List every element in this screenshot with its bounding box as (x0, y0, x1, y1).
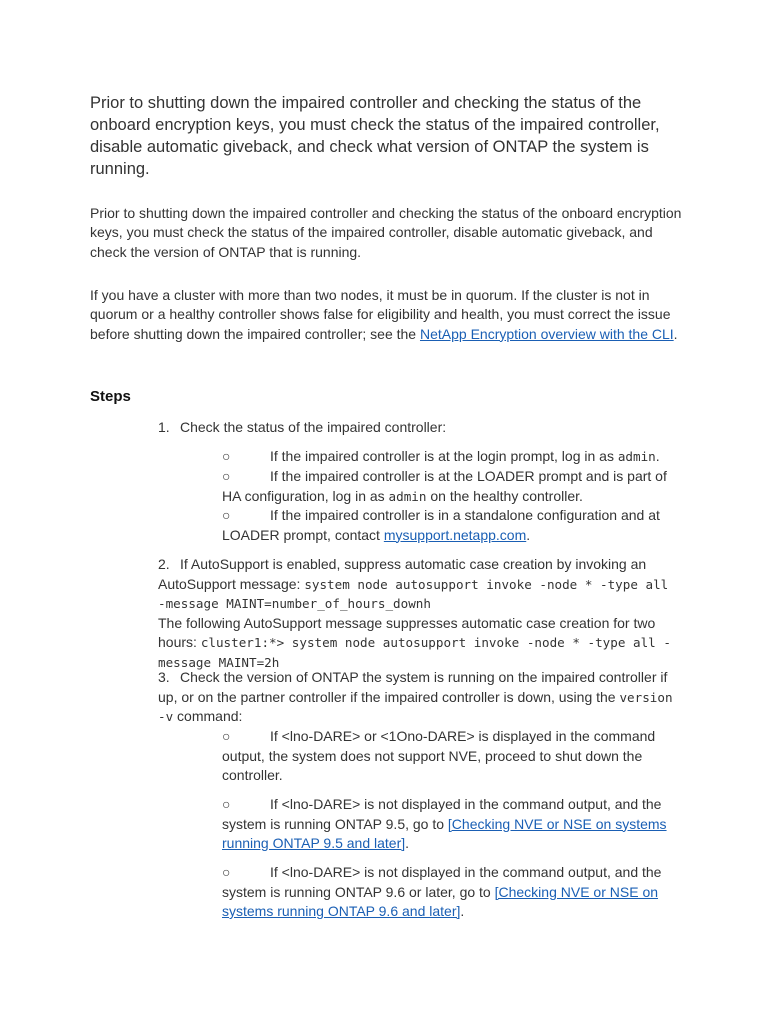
bullet-text: If <lno-DARE> is not displayed in the command output, and the system is running ONTAP 9.6 or later, go to (222, 864, 662, 900)
bullet-text: If the impaired controller is at the login prompt, log in as (270, 448, 618, 464)
quorum-text: If you have a cluster with more than two nodes, it must be in quorum. If the cluster is not in quorum or a healthy controller shows false for eligibility and health, you must correct the issue before shutting down the impaired controller; see the (90, 287, 671, 342)
step-1-bullet-1 (222, 447, 678, 467)
mysupport-link[interactable]: mysupport.netapp.com (383, 526, 527, 543)
bullet-marker: ○ (222, 728, 231, 744)
step-3-bullet-2 (222, 795, 678, 854)
bullet-marker: ○ (222, 796, 231, 812)
step-1 (158, 418, 678, 438)
step-3-text: Check the version of ONTAP the system is running on the impaired controller if up, or on the partner controller if the impaired controller is down, using the (158, 669, 668, 705)
step-3-bullet-1 (222, 727, 678, 786)
bullet-marker: ○ (222, 468, 231, 484)
step-3 (158, 668, 678, 727)
autosupport-command-code: system node autosupport invoke -node * -type all -message MAINT=number_of_hours_downh (158, 576, 669, 611)
step-2-text-2: The following AutoSupport message suppresses automatic case creation for two hours: (158, 614, 656, 650)
bullet-marker: ○ (222, 448, 231, 464)
ontap-96-link[interactable]: [Checking NVE or NSE on systems running ONTAP 9.6 and later] (222, 883, 659, 919)
encryption-overview-link[interactable]: NetApp Encryption overview with the CLI (419, 325, 674, 342)
step-3-text-end: command: (173, 708, 243, 724)
step-2-number: 2. (158, 556, 170, 572)
step-1-bullet-3 (222, 506, 678, 545)
bullet-text-end: on the healthy controller. (426, 487, 583, 504)
steps-heading: Steps (90, 388, 131, 405)
lead-paragraph: Prior to shutting down the impaired controller and checking the status of the onboard encryption keys, you must check the status of the impaired controller, disable automatic giveback, and check what version of ONTAP the system is running. (90, 94, 660, 178)
bullet-text: If the impaired controller is in a standalone configuration and at LOADER prompt, contact (222, 507, 660, 543)
admin-code: admin (617, 449, 656, 464)
bullet-text-end: . (526, 526, 531, 543)
step-3-number: 3. (158, 669, 170, 685)
intro-paragraph: Prior to shutting down the impaired controller and checking the status of the onboard encryption keys, you must check the status of the impaired controller, disable automatic giveback, and check the version of ONTAP that is running. (90, 205, 682, 260)
version-command-code: version -v (158, 689, 673, 724)
bullet-text-end: . (405, 835, 410, 851)
step-1-bullet-2 (222, 467, 678, 506)
bullet-text: If <lno-DARE> or <1Ono-DARE> is displayed in the command output, the system does not support NVE, proceed to shut down the controller. (222, 728, 656, 783)
admin-code: admin (388, 488, 427, 504)
bullet-text: If <lno-DARE> is not displayed in the command output, and the system is running ONTAP 9.5, go to (222, 796, 662, 832)
step-1-number: 1. (158, 419, 170, 435)
step-3-bullet-3 (222, 863, 678, 922)
quorum-text-end: . (673, 325, 678, 342)
bullet-text-end: . (460, 903, 465, 919)
ontap-95-link[interactable]: [Checking NVE or NSE on systems running ONTAP 9.5 and later] (222, 815, 667, 851)
quorum-paragraph (90, 286, 682, 344)
step-2-text: If AutoSupport is enabled, suppress automatic case creation by invoking an AutoSupport message: (158, 556, 647, 592)
bullet-text-end: . (655, 448, 660, 464)
step-2 (158, 555, 680, 672)
bullet-marker: ○ (222, 507, 231, 523)
bullet-text: If the impaired controller is at the LOADER prompt and is part of HA configuration, log in as (222, 468, 667, 504)
bullet-marker: ○ (222, 864, 231, 880)
autosupport-example-code: cluster1:*> system node autosupport invoke -node * -type all -message MAINT=2h (158, 635, 671, 670)
step-1-text: Check the status of the impaired controller: (180, 419, 447, 435)
